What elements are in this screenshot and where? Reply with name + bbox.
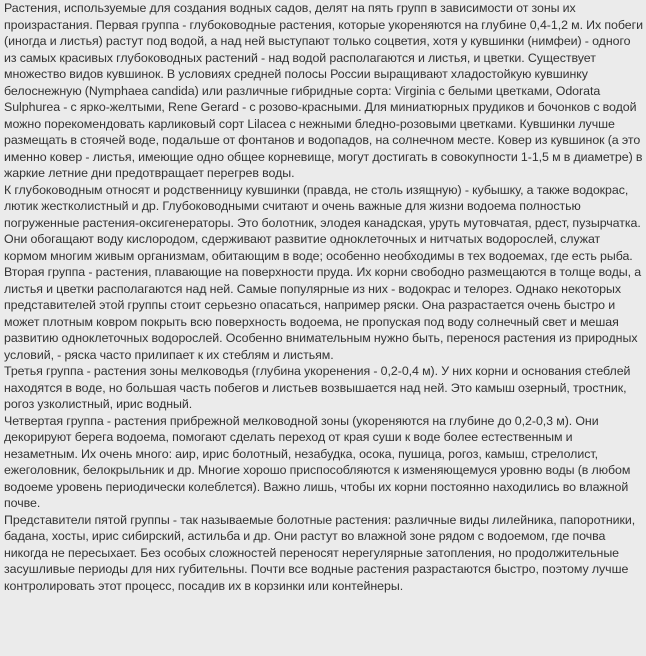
paragraph-intro-deep-water-plants: Растения, используемые для создания водных садов, делят на пять групп в зависимости от зоны их произрастания. Первая группа - глубоководные растения, которые укореняются на глубине 0,4-1,2 м. Их побеги (иногда и листья) растут под водой, а над ней выступают только соцветия, хотя у кувшинки (нимфеи) - одного из самых красивых глубоководных растений - над водой располагаются и листья, и цветки. Существует множество видов кувшинок. В условиях средней полосы России выращивают хладостойкую кувшинку белоснежную (Nymphaea candida) или различные гибридные сорта: Virginia с белыми цветками, Odorata Sulphurea - с ярко-желтыми, Rene Gerard - с розово-красными. Для миниатюрных прудиков и бочонков с водой можно порекомендовать карликовый сорт Lilacea с нежными бледно-розовыми цветками. Кувшинки лучше размещать в стоячей воде, подальше от фонтанов и водопадов, на солнечном месте. Ковер из кувшинок (а это именно ковер - листья, имеющие одно общее корневище, могут достигать в совокупности 1-1,5 м в диаметре) в жаркие летние дни предотвращает перегрев воды. — [4, 1, 643, 180]
paragraph-floating-plants: Вторая группа - растения, плавающие на поверхности пруда. Их корни свободно размещаются в толще воды, а листья и цветки располагаются над ней. Самые популярные из них - водокрас и телорез. Однако некоторых представителей этой группы стоит серьезно опасаться, например ряски. Она разрастается очень быстро и может плотным ковром покрыть всю поверхность водоема, не пропуская под воду солнечный свет и мешая развитию одноклеточных водорослей. Особенно внимательным нужно быть, перенося растения из природных условий, - ряска часто прилипает к их стеблям и листьям. — [4, 265, 642, 362]
paragraph-coastal-plants: Четвертая группа - растения прибрежной мелководной зоны (укореняются на глубине до 0,2-0,3 м). Они декорируют берега водоема, помогают сделать переход от края суши к воде более естественным и незаметным. Их очень много: аир, ирис болотный, незабудка, осока, пушица, рогоз, камыш, стрелолист, ежеголовник, белокрыльник и др. Многие хорошо приспособляются к изменяющемуся уровню воды (в любом водоеме уровень периодически колеблется). Важно лишь, чтобы их корни постоянно находились во влажной почве. — [4, 413, 631, 510]
article-text — [4, 0, 644, 594]
paragraph-deep-water-relatives: К глубоководным относят и родственницу кувшинки (правда, не столь изящную) - кубышку, а также водокрас, лютик жестколистный и др. Глубоководными считают и очень важные для жизни водоема полностью погруженные растения-оксигенераторы. Это болотник, элодея канадская, уруть мутовчатая, рдест, пузырчатка. Они обогащают воду кислородом, сдерживают развитие одноклеточных и нитчатых водорослей, служат кормом многим живым организмам, обитающим в воде; особенно необходимы в тех водоемах, где есть рыба. — [4, 182, 641, 263]
paragraph-marsh-plants: Представители пятой группы - так называемые болотные растения: различные виды лилейника, папоротники, бадана, хосты, ирис сибирский, астильба и др. Они растут во влажной зоне рядом с водоемом, где почва никогда не пересыхает. Без особых сложностей переносят нерегулярные затопления, но продолжительные засушливые периоды для них губительны. Почти все водные растения разрастаются быстро, поэтому лучше контролировать этот процесс, посадив их в корзинки или контейнеры. — [4, 512, 636, 593]
paragraph-shallow-water-plants: Третья группа - растения зоны мелководья (глубина укоренения - 0,2-0,4 м). У них корни и основания стеблей находятся в воде, но большая часть побегов и листьев возвышается над ней. Это камыш озерный, тростник, рогоз узколистный, ирис водный. — [4, 364, 631, 411]
